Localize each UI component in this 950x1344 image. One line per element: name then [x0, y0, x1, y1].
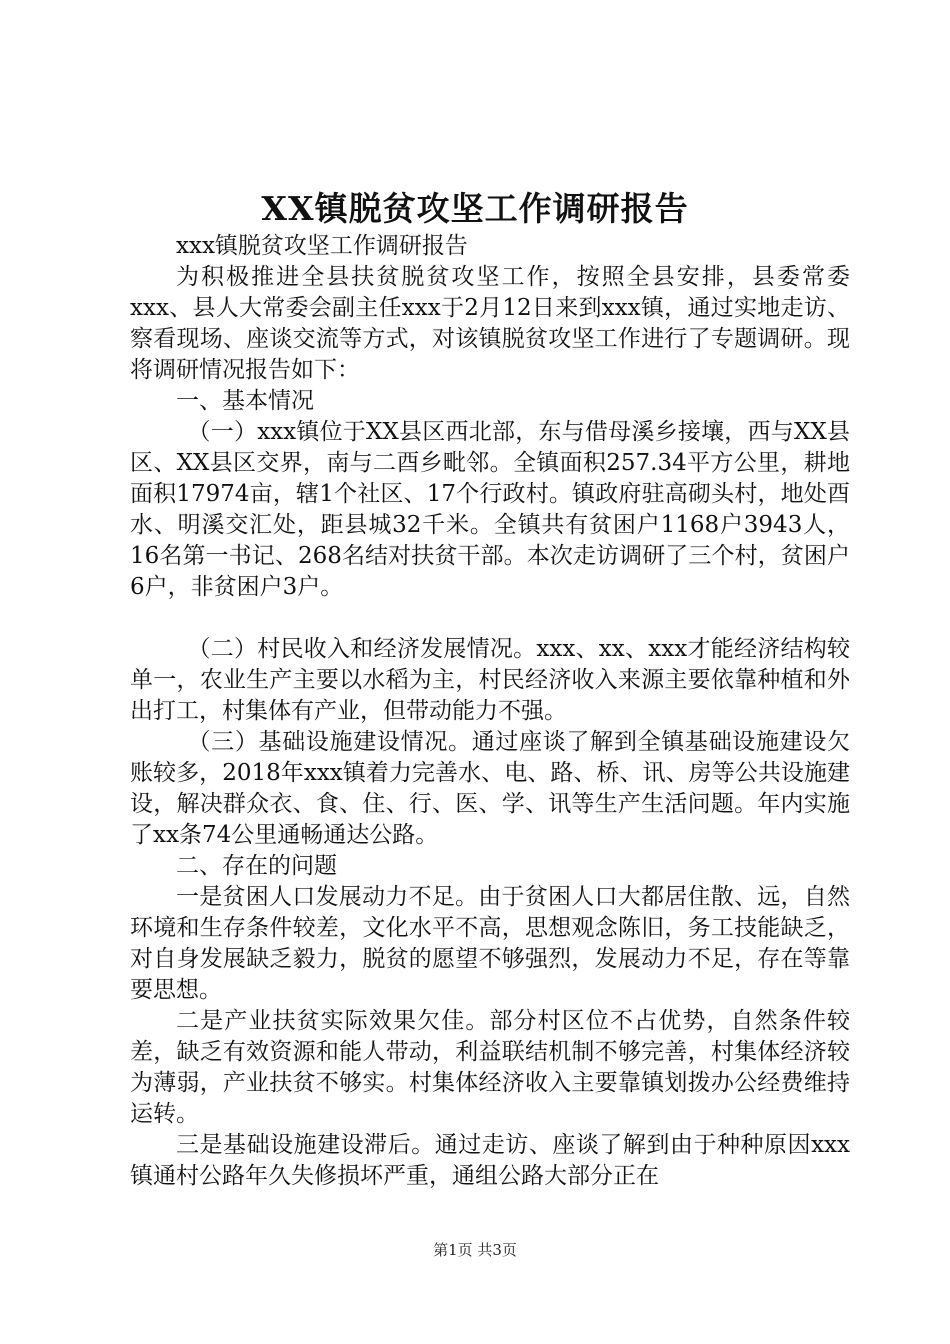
paragraph-problem-3: 三是基础设施建设滞后。通过走访、座谈了解到由于种种原因xxx镇通村公路年久失修损坏严重，通组公路大部分正在 [130, 1132, 850, 1189]
page-footer: 第1页 共3页 [433, 1241, 517, 1259]
document-body [130, 231, 850, 1192]
paragraph-section-1-2: （二）村民收入和经济发展情况。xxx、xx、xxx才能经济结构较单一，农业生产主要以水稻为主，村民经济收入来源主要依靠种植和外出打工，村集体有产业，但带动能力不强。 [130, 636, 850, 724]
paragraph-section-1-1: （一）xxx镇位于XX县区西北部，东与借母溪乡接壤，西与XX县区、XX县区交界，南与二酉乡毗邻。全镇面积257.34平方公里，耕地面积17974亩，辖1个社区、17个行政村。镇政府驻高砌头村，地处酉水、明溪交汇处，距县城32千米。全镇共有贫困户1168户3943人，16名第一书记、268名结对扶贫干部。本次走访调研了三个村，贫困户6户，非贫困户3户。 [130, 419, 850, 600]
paragraph-subtitle: xxx镇脱贫攻坚工作调研报告 [176, 233, 468, 259]
paragraph-section-1-3: （三）基础设施建设情况。通过座谈了解到全镇基础设施建设欠账较多，2018年xxx镇着力完善水、电、路、桥、讯、房等公共设施建设，解决群众衣、食、住、行、医、学、讯等生产生活问题。年内实施了xx条74公里通畅通达公路。 [130, 729, 850, 848]
heading-existing-problems: 二、存在的问题 [176, 853, 337, 879]
document-title: XX镇脱贫攻坚工作调研报告 [261, 189, 689, 228]
heading-basic-situation: 一、基本情况 [176, 388, 314, 414]
paragraph-problem-2: 二是产业扶贫实际效果欠佳。部分村区位不占优势，自然条件较差，缺乏有效资源和能人带动，利益联结机制不够完善，村集体经济较为薄弱，产业扶贫不够实。村集体经济收入主要靠镇划拨办公经费维持运转。 [130, 1008, 850, 1127]
paragraph-problem-1: 一是贫困人口发展动力不足。由于贫困人口大都居住散、远，自然环境和生存条件较差，文化水平不高，思想观念陈旧，务工技能缺乏，对自身发展缺乏毅力，脱贫的愿望不够强烈，发展动力不足，存在等靠要思想。 [130, 884, 850, 1003]
paragraph-intro: 为积极推进全县扶贫脱贫攻坚工作，按照全县安排，县委常委xxx、县人大常委会副主任xxx于2月12日来到xxx镇，通过实地走访、察看现场、座谈交流等方式，对该镇脱贫攻坚工作进行了专题调研。现将调研情况报告如下： [130, 264, 850, 383]
